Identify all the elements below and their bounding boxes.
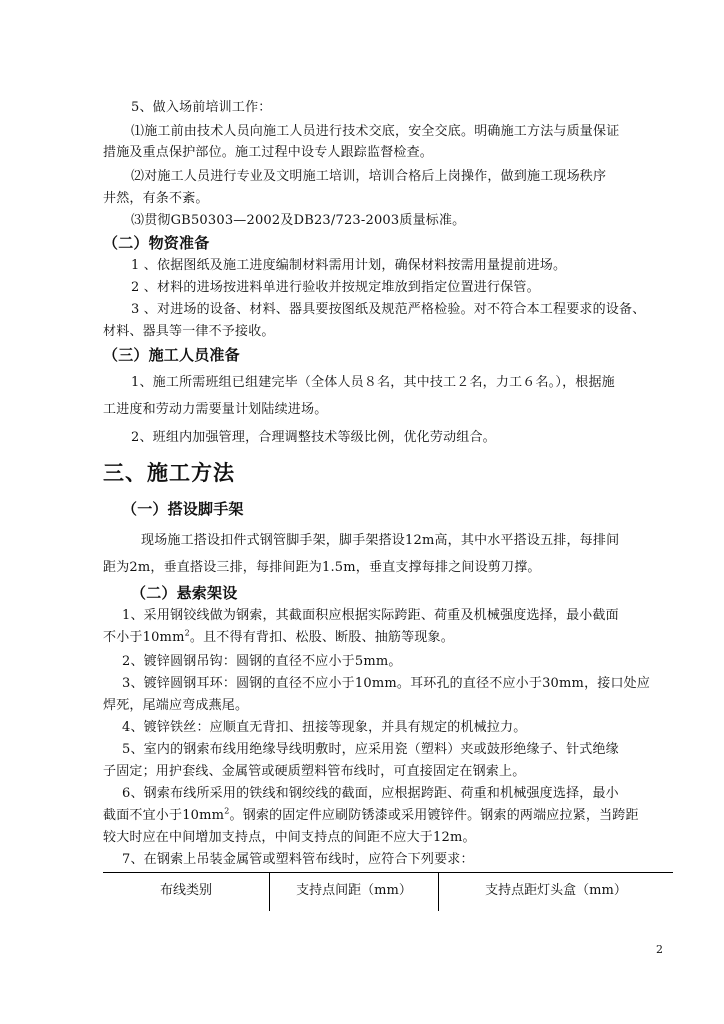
table-header-cell: 支持点间距（mm） bbox=[296, 883, 412, 898]
table-header-cell: 支持点距灯头盒（mm） bbox=[485, 883, 627, 898]
wiring-spec-table bbox=[103, 872, 673, 911]
paragraph-line: 不小于$10mm^2$。且不得有背扣、松股、断股、抽筋等现象。 bbox=[103, 628, 454, 645]
paragraph-line: 截面不宜小于$10mm^2$。钢索的固定件应刷防锈漆或采用镀锌件。钢索的两端应拉紧，当跨距 bbox=[103, 806, 639, 823]
paragraph-line: ⑴施工前由技术人员向施工人员进行技术交底，安全交底。明确施工方法与质量保证 bbox=[131, 124, 620, 139]
heading-scaffold: （一）搭设脚手架 bbox=[122, 500, 244, 518]
paragraph-line: ⑶贯彻GB50303—2002及DB23/723-2003质量标准。 bbox=[131, 213, 466, 228]
paragraph-line: 工进度和劳动力需要量计划陆续进场。 bbox=[103, 402, 328, 417]
heading-cable-erection: （二）悬索架设 bbox=[131, 584, 238, 602]
paragraph-line: 7、在钢索上吊装金属管或塑料管布线时，应符合下列要求： bbox=[122, 852, 474, 867]
paragraph-line: 6、钢索布线所采用的铁线和钢绞线的截面，应根据跨距、荷重和机械强度选择，最小 bbox=[122, 786, 619, 801]
heading-staff-prep: （三）施工人员准备 bbox=[103, 346, 240, 364]
heading-material-prep: （二）物资准备 bbox=[103, 234, 210, 252]
paragraph-line: 3、镀锌圆钢耳环：圆钢的直径不应小于10mm。耳环孔的直径不应小于30mm，接口处应 bbox=[122, 676, 651, 691]
paragraph-line: 3 、对进场的设备、材料、器具要按图纸及规范严格检验。对不符合本工程要求的设备、 bbox=[131, 302, 646, 317]
paragraph-line: 现场施工搭设扣件式钢管脚手架，脚手架搭设12m高，其中水平搭设五排，每排间 bbox=[141, 533, 620, 548]
table-header-cell: 布线类别 bbox=[159, 883, 212, 898]
page-number: 2 bbox=[656, 943, 663, 956]
paragraph-line: 2 、材料的进场按进料单进行验收并按规定堆放到指定位置进行保管。 bbox=[131, 280, 540, 295]
paragraph-line: ⑵对施工人员进行专业及文明施工培训，培训合格后上岗操作，做到施工现场秩序 bbox=[131, 169, 607, 184]
paragraph-line: 2、镀锌圆钢吊钩：圆钢的直径不应小于5mm。 bbox=[122, 654, 402, 669]
paragraph-line: 材料、器具等一律不予接收。 bbox=[103, 324, 275, 339]
paragraph-line: 较大时应在中间增加支持点，中间支持点的间距不应大于12m。 bbox=[103, 830, 476, 845]
paragraph-line: 距为2m，垂直搭设三排，每排间距为1.5m，垂直支撑每排之间设剪刀撑。 bbox=[103, 560, 541, 575]
paragraph-line: 焊死，尾端应弯成燕尾。 bbox=[103, 698, 249, 713]
paragraph-line: 井然，有条不紊。 bbox=[103, 191, 209, 206]
paragraph-line: 子固定；用护套线、金属管或硬质塑料管布线时，可直接固定在钢索上。 bbox=[103, 764, 526, 779]
paragraph-line: 1、施工所需班组已组建完毕（全体人员８名，其中技工２名，力工６名。），根据施 bbox=[131, 375, 615, 390]
paragraph-line: 1、采用钢铰线做为钢索，其截面积应根据实际跨距、荷重及机械强度选择，最小截面 bbox=[122, 608, 619, 623]
paragraph-line: 5、室内的钢索布线用绝缘导线明敷时，应采用瓷（塑料）夹或鼓形绝缘子、针式绝缘 bbox=[122, 742, 619, 757]
paragraph-line: 2、班组内加强管理，合理调整技术等级比例，优化劳动组合。 bbox=[131, 430, 496, 445]
section-5-title: 5、做入场前培训工作： bbox=[131, 100, 272, 115]
paragraph-line: 1 、依据图纸及施工进度编制材料需用计划，确保材料按需用量提前进场。 bbox=[131, 258, 567, 273]
paragraph-line: 4、镀锌铁丝：应顺直无背扣、扭接等现象，并具有规定的机械拉力。 bbox=[122, 720, 527, 735]
paragraph-line: 措施及重点保护部位。施工过程中设专人跟踪监督检查。 bbox=[103, 145, 434, 160]
heading-construction-method: 三、施工方法 bbox=[103, 461, 235, 485]
